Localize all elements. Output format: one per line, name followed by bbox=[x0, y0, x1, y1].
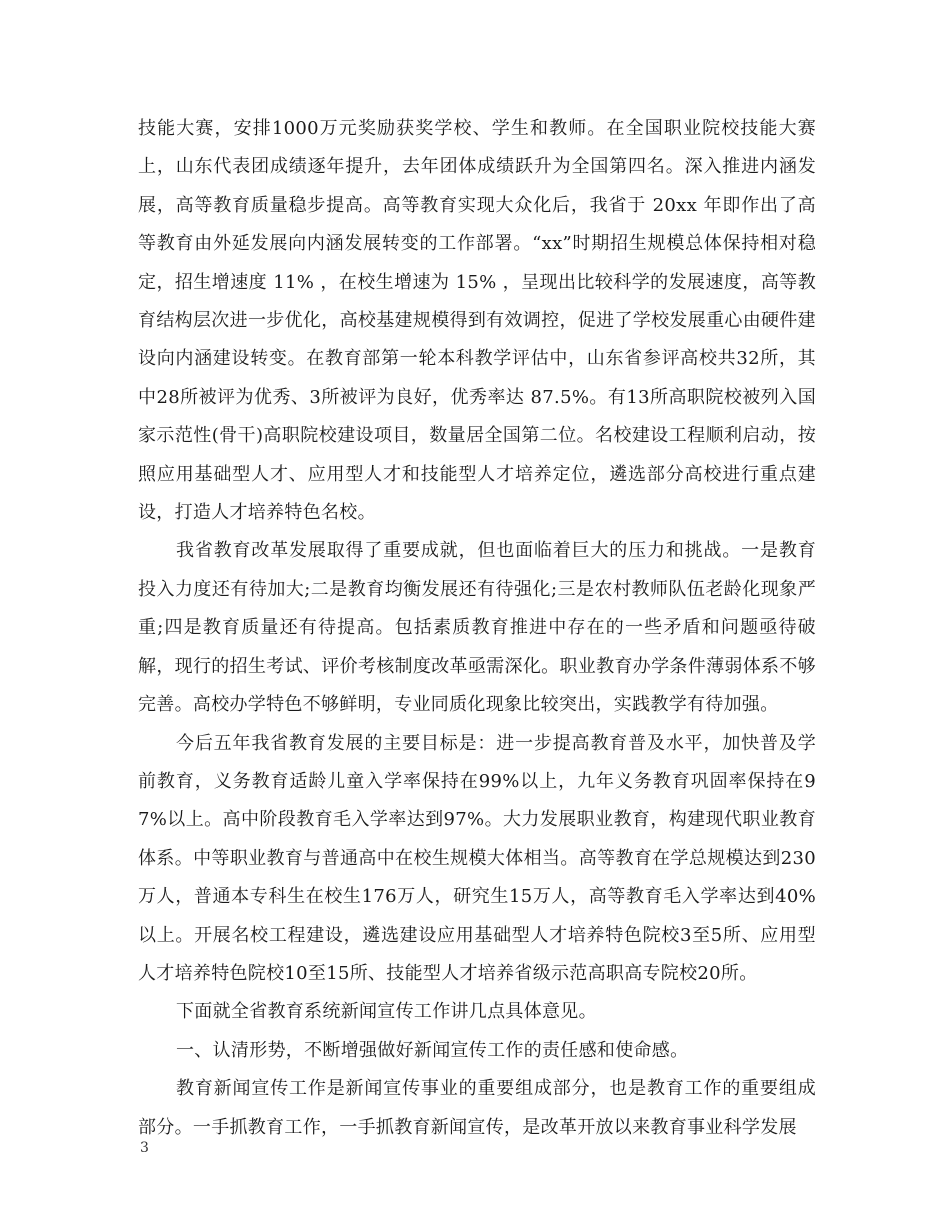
paragraph-1: 技能大赛，安排1000万元奖励获奖学校、学生和教师。在全国职业院校技能大赛上，山东代表团成绩逐年提升，去年团体成绩跃升为全国第四名。深入推进内涵发展，高等教育质量稳步提高。高等教育实现大众化后，我省于 20xx 年即作出了高等教育由外延发展向内涵发展转变的工作部署。“xx”时期招生规模总体保持相对稳定，招生增速度 11% ，在校生增速为 15% ，呈现出比较科学的发展速度，高等教育结构层次进一步优化，高校基建规模得到有效调控，促进了学校发展重心由硬件建设向内涵建设转变。在教育部第一轮本科教学评估中，山东省参评高校共32所，其中28所被评为优秀、3所被评为良好，优秀率达 87.5%。有13所高职院校被列入国家示范性(骨干)高职院校建设项目，数量居全国第二位。名校建设工程顺利启动，按照应用基础型人才、应用型人才和技能型人才培养定位，遴选部分高校进行重点建设，打造人才培养特色名校。 bbox=[138, 118, 816, 524]
body-text bbox=[138, 110, 816, 1147]
paragraph-3: 今后五年我省教育发展的主要目标是：进一步提高教育普及水平，加快普及学前教育，义务教育适龄儿童入学率保持在99%以上，九年义务教育巩固率保持在97%以上。高中阶段教育毛入学率达到97%。大力发展职业教育，构建现代职业教育体系。中等职业教育与普通高中在校生规模大体相当。高等教育在学总规模达到230万人，普通本专科生在校生176万人，研究生15万人，高等教育毛入学率达到40%以上。开展名校工程建设，遴选建设应用基础型人才培养特色院校3至5所、应用型人才培养特色院校10至15所、技能型人才培养省级示范高职高专院校20所。 bbox=[138, 732, 816, 984]
paragraph-5: 教育新闻宣传工作是新闻宣传事业的重要组成部分，也是教育工作的重要组成部分。一手抓教育工作，一手抓教育新闻宣传，是改革开放以来教育事业科学发展 bbox=[138, 1078, 816, 1138]
section-heading-1: 一、认清形势，不断增强做好新闻宣传工作的责任感和使命感。 bbox=[176, 1039, 689, 1061]
paragraph-2: 我省教育改革发展取得了重要成就，但也面临着巨大的压力和挑战。一是教育投入力度还有待加大;二是教育均衡发展还有待强化;三是农村教师队伍老龄化现象严重;四是教育质量还有待提高。包括素质教育推进中存在的一些矛盾和问题亟待破解，现行的招生考试、评价考核制度改革亟需深化。职业教育办学条件薄弱体系不够完善。高校办学特色不够鲜明，专业同质化现象比较突出，实践教学有待加强。 bbox=[138, 540, 816, 716]
paragraph-4: 下面就全省教育系统新闻宣传工作讲几点具体意见。 bbox=[176, 1001, 597, 1023]
page-number: 3 bbox=[140, 1140, 149, 1156]
